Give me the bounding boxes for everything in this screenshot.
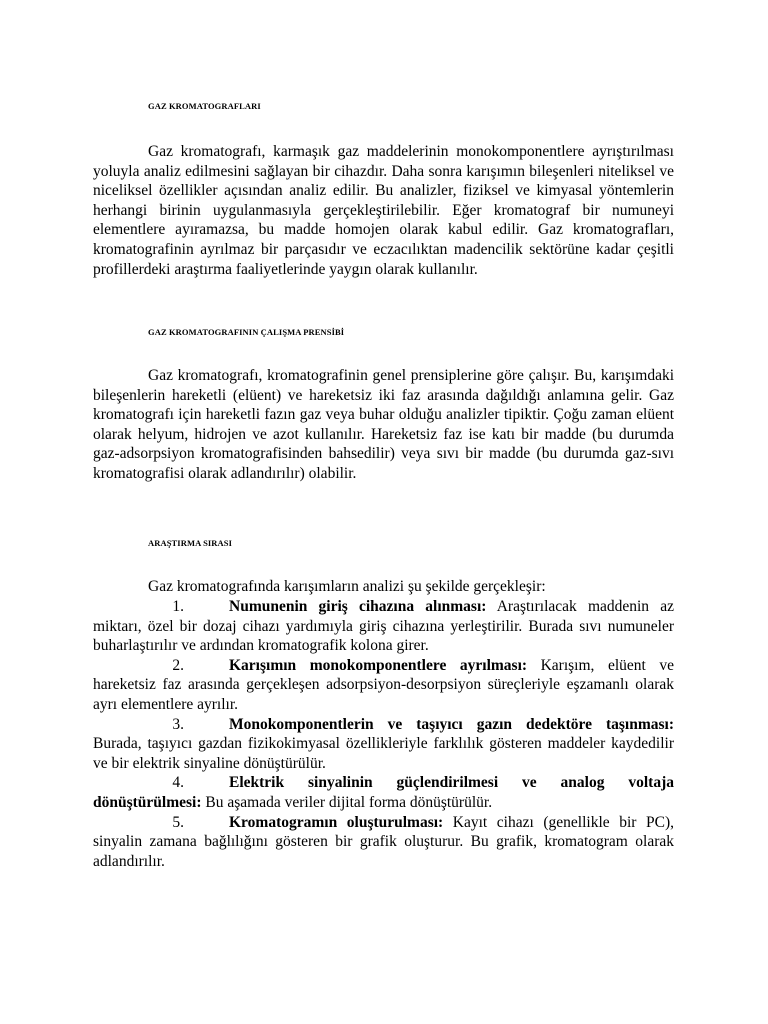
step-title: Monokomponentlerin ve taşıyıcı gazın dedektöre taşınması: — [229, 715, 674, 733]
step-list — [93, 597, 674, 871]
paragraph-sequence-intro — [93, 577, 674, 597]
list-item — [93, 715, 674, 774]
list-item — [93, 813, 674, 872]
step-number: 3. — [172, 715, 184, 733]
list-item — [93, 656, 674, 715]
paragraph-working-principle-text: Gaz kromatografı, kromatografinin genel prensiplerine göre çalışır. Bu, karışımdaki bileşenlerin hareketli (elüent) ve hareketsiz iki faz arasında dağıldığı anlamına gelir. Gaz kromatografı için hareketli fazın gaz veya buhar olduğu analizler tipiktir. Çoğu zaman elüent olarak helyum, hidrojen ve azot kullanılır. Hareketsiz faz ise katı bir madde (bu durumda gaz-adsorpsiyon kromatografisinden bahsedilir) veya sıvı bir madde (bu durumda gaz-sıvı kromatografisi olarak adlandırılır) olabilir. — [93, 367, 674, 482]
step-number: 1. — [172, 598, 184, 615]
step-text: Araştırılacak maddenin az miktarı, özel bir dozaj cihazı yardımıyla giriş cihazına yerleştirilir. Burada sıvı numuneler buharlaştırılır ve ardından kromatografik kolona girer. — [93, 598, 674, 655]
step-text: Burada, taşıyıcı gazdan fizikokimyasal özellikleriyle farklılık gösteren maddeler kaydedilir ve bir elektrik sinyaline dönüştürülür. — [93, 735, 674, 772]
step-number: 4. — [172, 774, 184, 792]
list-item — [93, 773, 674, 812]
section-heading-working-principle: GAZ KROMATOGRAFININ ÇALIŞMA PRENSİBİ — [148, 327, 345, 337]
step-title: Kromatogramın oluşturulması: — [229, 813, 444, 831]
step-number: 5. — [172, 813, 184, 831]
list-item — [93, 597, 674, 656]
step-text: Karışım, elüent ve hareketsiz faz arasında gerçekleşen adsorpsiyon-desorpsiyon süreçleriyle eşzamanlı olarak ayrı elementlere ayrılır. — [93, 656, 674, 713]
step-text: Kayıt cihazı (genellikle bir PC), sinyalin zamana bağlılığını gösteren bir grafik oluşturur. Bu grafik, kromatogram olarak adlandırılır. — [93, 813, 675, 870]
step-text: Bu aşamada veriler dijital forma dönüştürülür. — [201, 793, 493, 811]
section-heading-research-sequence: ARAŞTIRMA SIRASI — [148, 538, 233, 548]
step-title: Karışımın monokomponentlere ayrılması: — [229, 656, 528, 674]
step-number: 2. — [172, 656, 184, 674]
paragraph-intro-text: Gaz kromatografı, karmaşık gaz maddelerinin monokomponentlere ayrıştırılması yoluyla analiz edilmesini sağlayan bir cihazdır. Daha sonra karışımın bileşenleri niteliksel ve niceliksel özellikler açısından analiz edilir. Bu analizler, fiziksel ve kimyasal yöntemlerin herhangi birinin uygulanmasıyla gerçekleştirilebilir. Eğer kromatograf bir numuneyi elementlere ayıramazsa, bu madde homojen olarak kabul edilir. Gaz kromatografları, kromatografinin ayrılmaz bir parçasıdır ve eczacılıktan madencilik sektörüne kadar çeşitli profillerdeki araştırma faaliyetlerinde yaygın olarak kullanılır. — [93, 143, 674, 278]
section-heading-gas-chromatographs: GAZ KROMATOGRAFLARI — [148, 101, 261, 111]
step-title: Elektrik sinyalinin güçlendirilmesi ve analog voltaja dönüştürülmesi: — [93, 774, 674, 811]
paragraph-intro — [93, 142, 674, 279]
paragraph-working-principle — [93, 366, 674, 484]
paragraph-sequence-intro-text: Gaz kromatografında karışımların analizi şu şekilde gerçekleşir: — [148, 578, 546, 595]
step-title: Numunenin giriş cihazına alınması: — [229, 598, 487, 615]
